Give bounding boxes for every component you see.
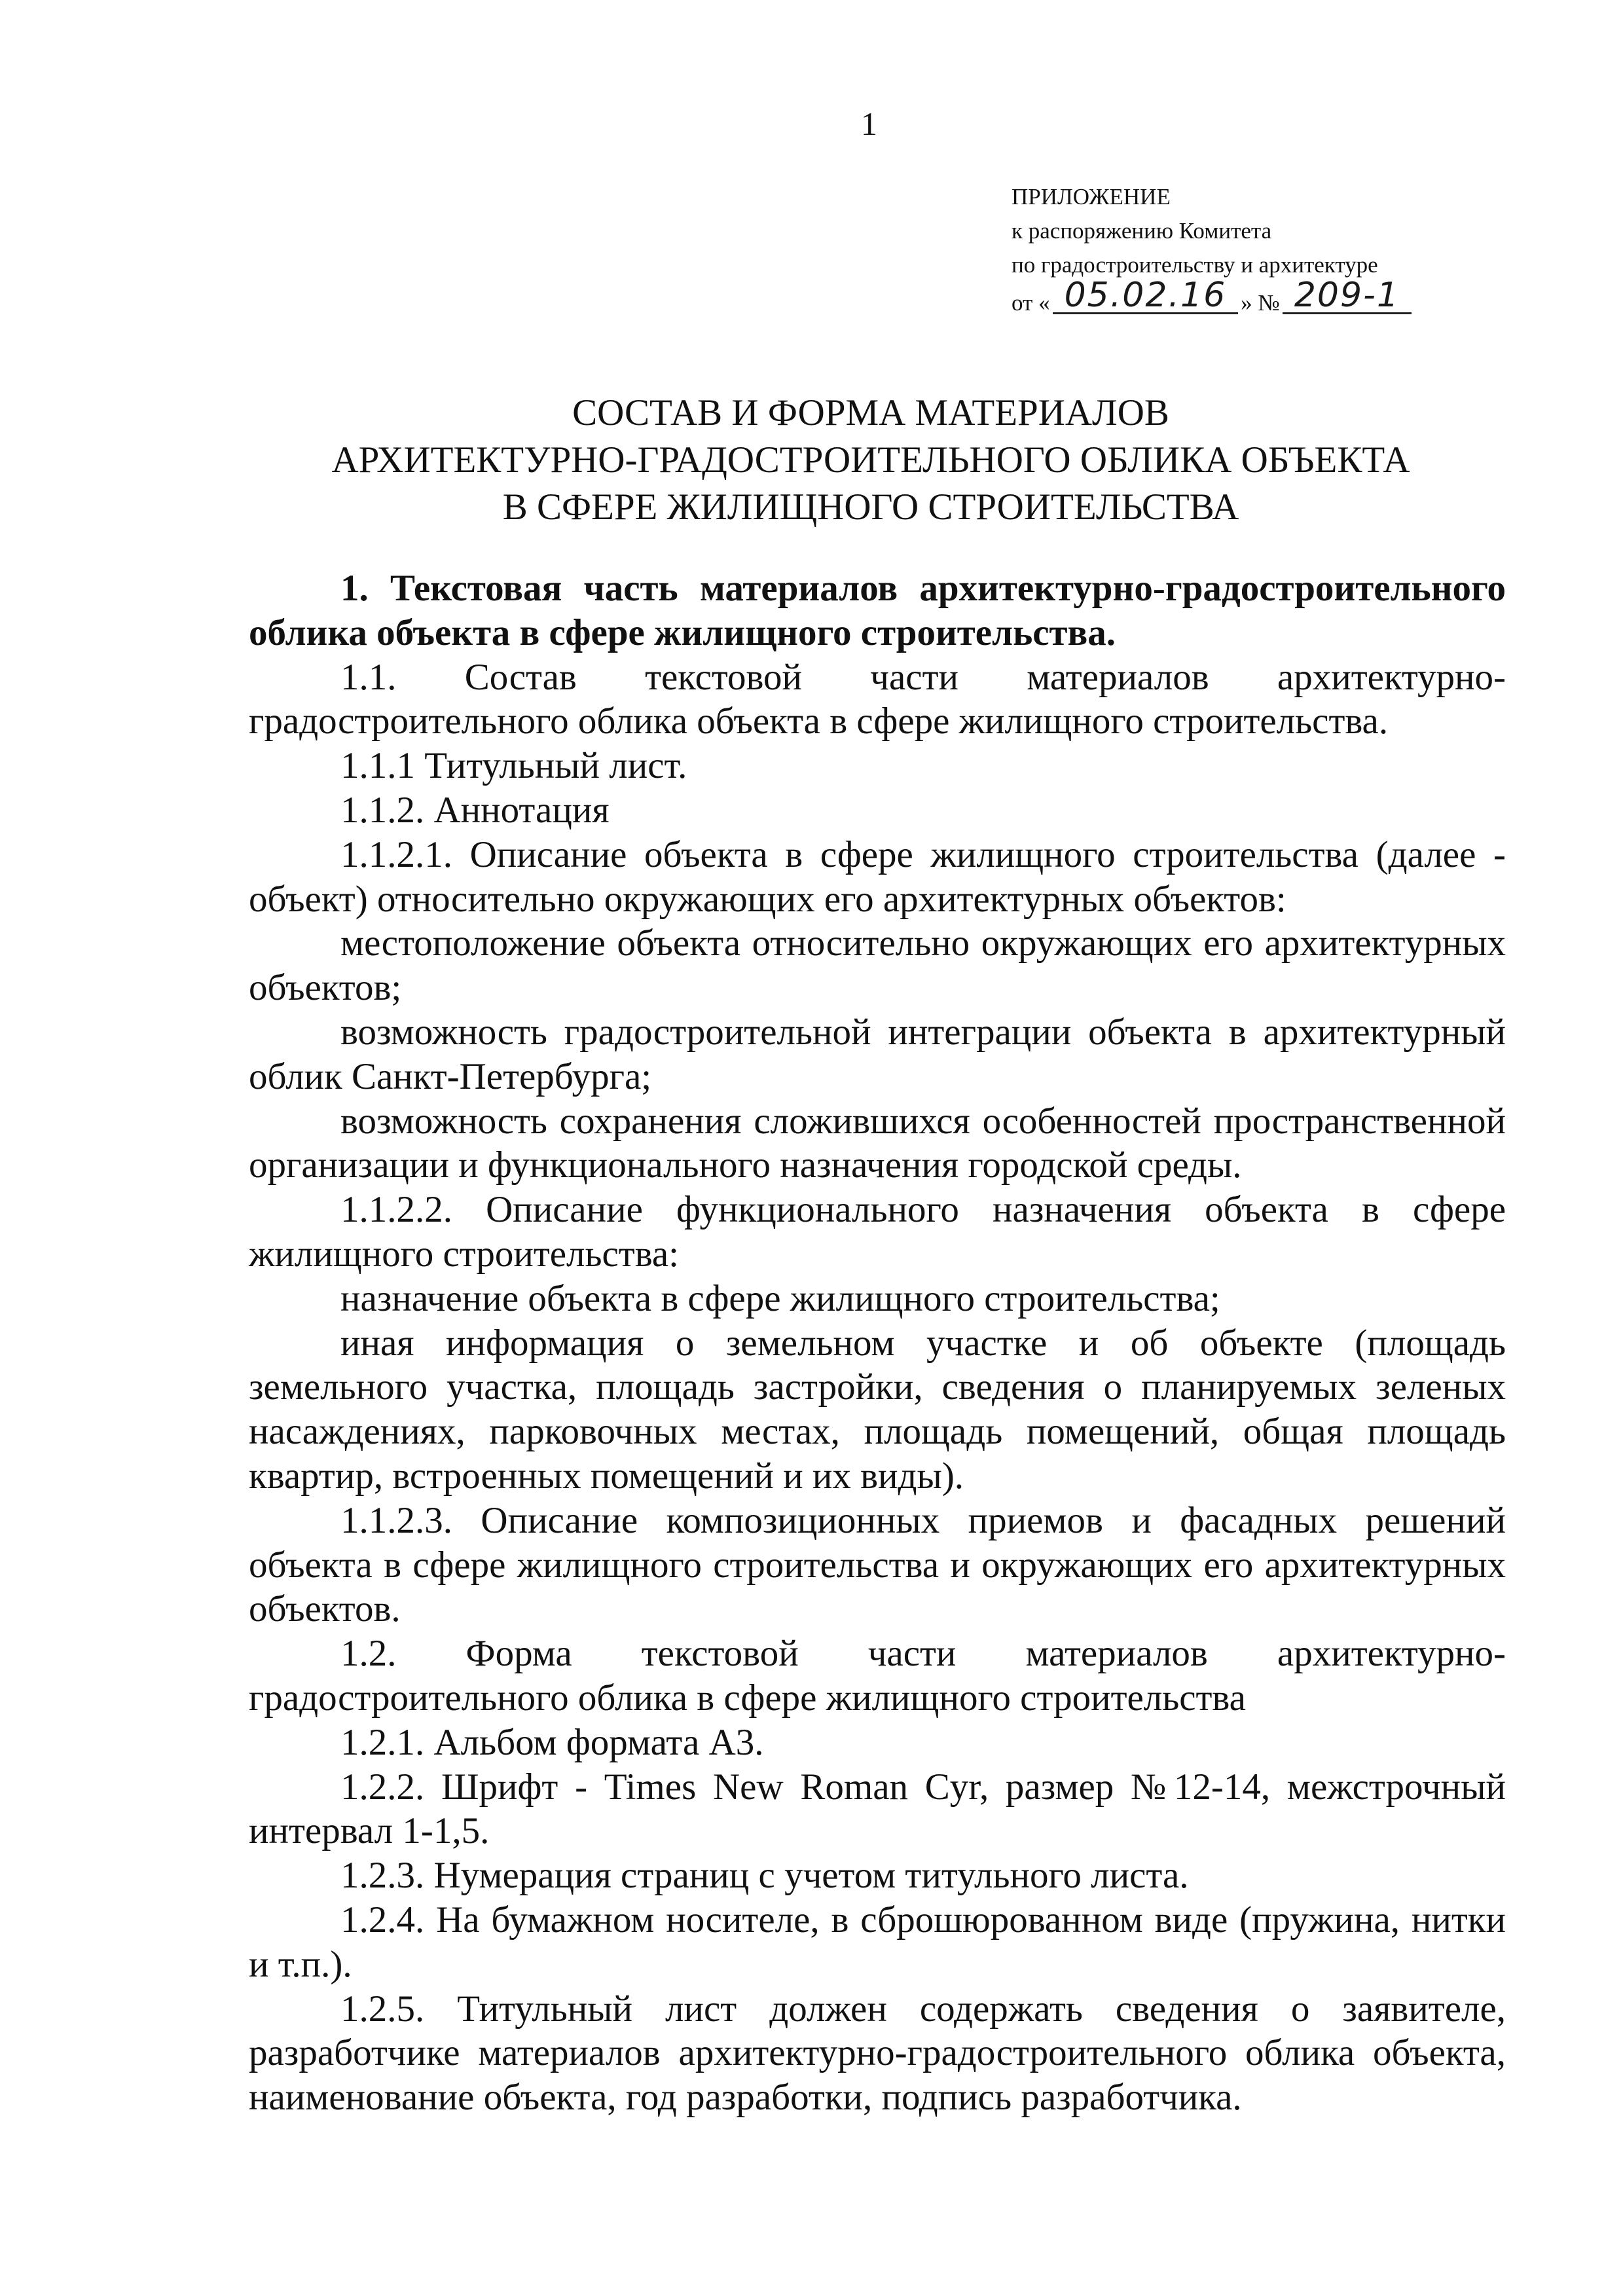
paragraph-1-1-2-3: 1.1.2.3. Описание композиционных приемов и фасадных решений объекта в сфере жилищного строительства и окружающих его архитектурных объектов. <box>249 1499 1506 1630</box>
section-heading: 1. Текстовая часть материалов архитектурно-градостроительного облика объекта в сфере жилищного строительства. <box>249 568 1506 653</box>
handwritten-date: 05.02.16 <box>1053 278 1239 314</box>
paragraph-1-1-2-2: 1.1.2.2. Описание функционального назначения объекта в сфере жилищного строительства: <box>249 1189 1506 1275</box>
document-title <box>249 390 1493 531</box>
list-item-purpose: назначение объекта в сфере жилищного строительства; <box>340 1277 1220 1319</box>
document-body <box>249 566 1506 2120</box>
paragraph-1-1-1: 1.1.1 Титульный лист. <box>340 745 687 787</box>
paragraph-1-2: 1.2. Форма текстовой части материалов архитектурно-градостроительного облика в сфере жилищного строительства <box>249 1633 1506 1719</box>
paragraph-1-2-3: 1.2.3. Нумерация страниц с учетом титульного листа. <box>340 1855 1189 1897</box>
appendix-title: ПРИЛОЖЕНИЕ <box>1012 184 1171 210</box>
appendix-header <box>1012 180 1483 320</box>
handwritten-number: 209-1 <box>1283 278 1412 314</box>
paragraph-1-2-5: 1.2.5. Титульный лист должен содержать сведения о заявителе, разработчике материалов архитектурно-градостроительного облика объекта, наименование объекта, год разработки, подпись разработчика. <box>249 1988 1506 2119</box>
title-line-1: СОСТАВ И ФОРМА МАТЕРИАЛОВ <box>572 392 1169 433</box>
paragraph-1-2-1: 1.2.1. Альбом формата А3. <box>340 1721 764 1763</box>
paragraph-1-1-2-1: 1.1.2.1. Описание объекта в сфере жилищного строительства (далее - объект) относительно окружающих его архитектурных объектов: <box>249 833 1506 920</box>
appendix-line-committee: по градостроительству и архитектуре <box>1012 252 1378 278</box>
paragraph-1-2-4: 1.2.4. На бумажном носителе, в сброшюрованном виде (пружина, нитки и т.п.). <box>249 1899 1506 1985</box>
paragraph-1-1: 1.1. Состав текстовой части материалов архитектурно-градостроительного облика объекта в сфере жилищного строительства. <box>249 656 1506 742</box>
list-item-other-info: иная информация о земельном участке и об объекте (площадь земельного участка, площадь застройки, сведения о планируемых зеленых насаждениях, парковочных местах, площадь помещений, общая площадь квартир, встроенных помещений и их виды). <box>249 1322 1506 1497</box>
date-suffix: » № <box>1241 290 1280 316</box>
list-item-location: местоположение объекта относительно окружающих его архитектурных объектов; <box>249 922 1506 1009</box>
list-item-preservation: возможность сохранения сложившихся особенностей пространственной организации и функционального назначения городской среды. <box>249 1100 1506 1186</box>
title-line-3: В СФЕРЕ ЖИЛИЩНОГО СТРОИТЕЛЬСТВА <box>502 486 1239 528</box>
title-line-2: АРХИТЕКТУРНО-ГРАДОСТРОИТЕЛЬНОГО ОБЛИКА ОБЪЕКТА <box>331 439 1410 481</box>
appendix-line-order: к распоряжению Комитета <box>1012 218 1272 244</box>
appendix-date-line <box>1012 276 1483 320</box>
list-item-integration: возможность градостроительной интеграции объекта в архитектурный облик Санкт-Петербурга; <box>249 1011 1506 1097</box>
date-prefix: от « <box>1012 290 1050 316</box>
page-number: 1 <box>861 105 877 142</box>
paragraph-1-2-2: 1.2.2. Шрифт - Times New Roman Cyr, размер №12-14, межстрочный интервал 1-1,5. <box>249 1766 1506 1852</box>
paragraph-1-1-2: 1.1.2. Аннотация <box>340 789 610 831</box>
